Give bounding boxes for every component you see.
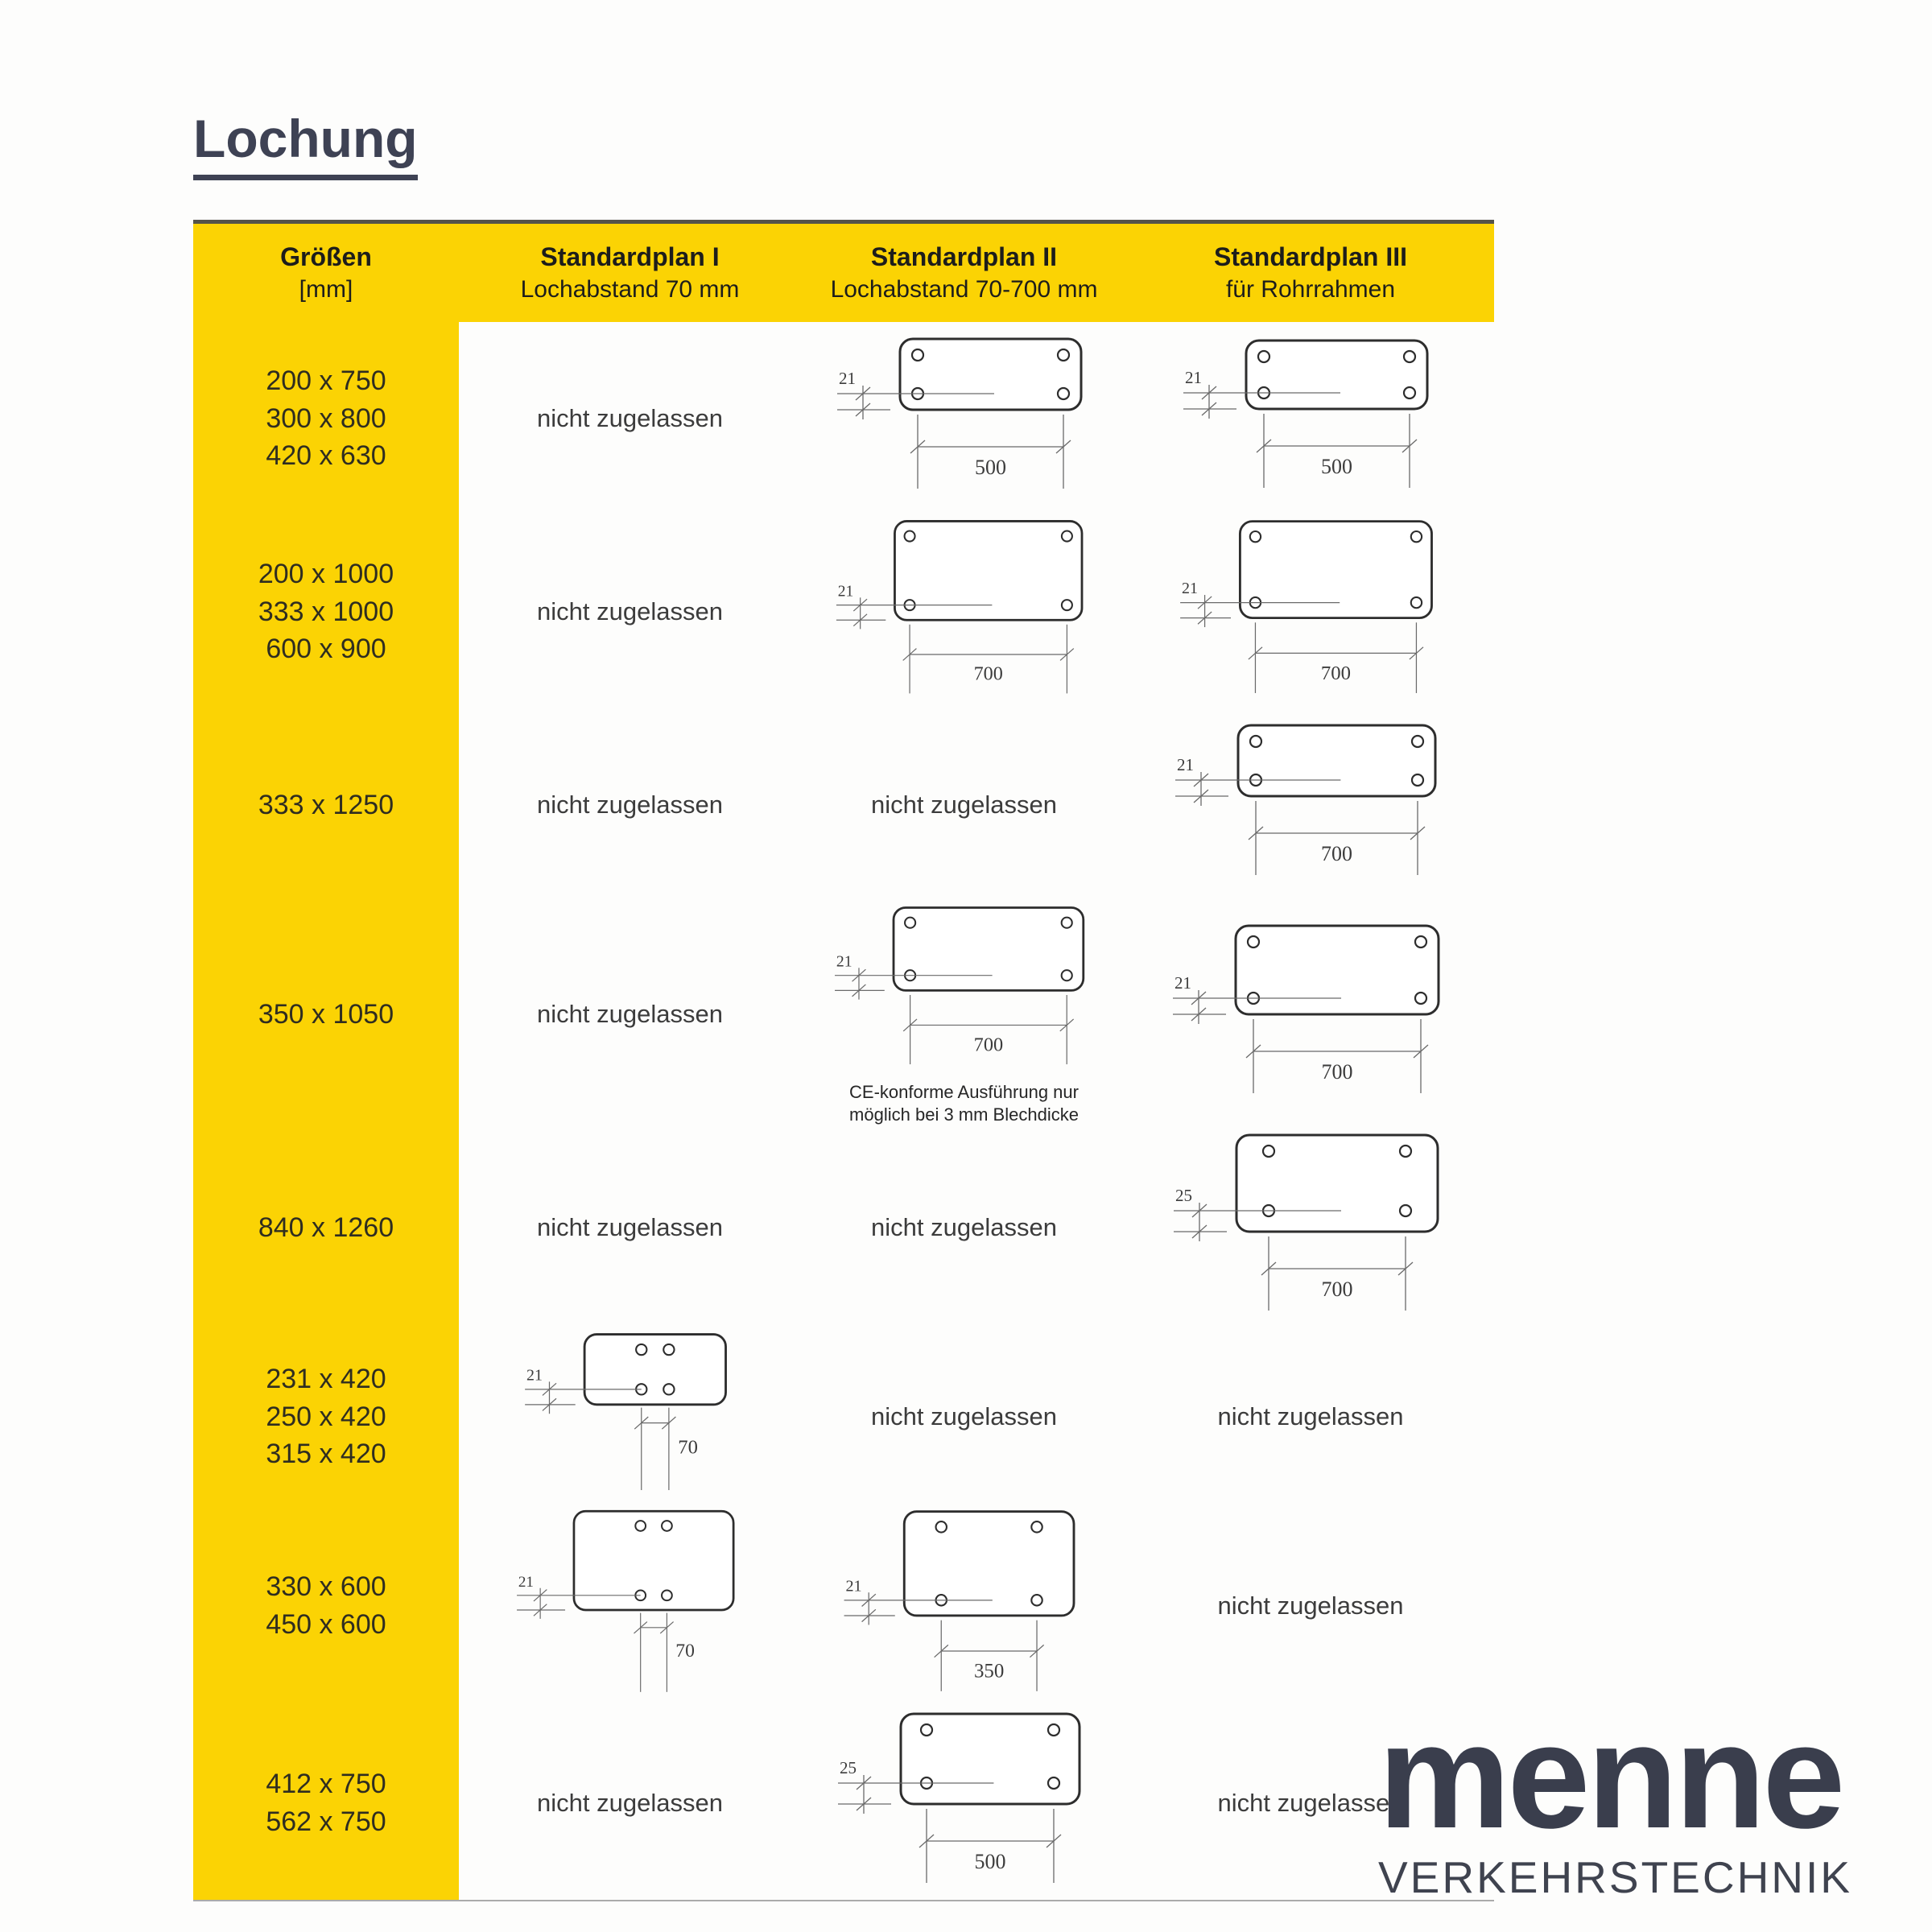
cell-r5-sp3 xyxy=(1127,1127,1494,1328)
not-allowed-label: nicht zugelassen xyxy=(1217,1591,1404,1620)
hole-pattern-drawing xyxy=(1160,1129,1462,1327)
mounting-hole xyxy=(905,918,915,928)
cell-r2-sp2 xyxy=(801,515,1127,708)
edge-distance-label: 21 xyxy=(1181,580,1198,598)
mounting-hole xyxy=(1062,600,1072,610)
mounting-hole xyxy=(1404,351,1415,362)
hole-spacing-label: 700 xyxy=(1321,1060,1352,1084)
hole-pattern-drawing xyxy=(1170,334,1451,504)
hole-spacing-label: 500 xyxy=(1321,454,1352,478)
cell-r3-sp3 xyxy=(1127,708,1494,902)
plate-sizes xyxy=(266,1360,386,1474)
mounting-hole xyxy=(1400,1205,1411,1216)
mounting-hole xyxy=(905,531,915,542)
not-allowed-label: nicht zugelassen xyxy=(537,1213,723,1241)
edge-distance-label: 21 xyxy=(836,952,852,971)
mounting-hole xyxy=(663,1344,674,1355)
mounting-hole xyxy=(1415,993,1426,1004)
mounting-hole xyxy=(1250,736,1261,747)
size-label: 250 x 420 xyxy=(266,1401,386,1432)
brand-logo xyxy=(1378,1694,1852,1903)
mounting-hole xyxy=(1404,387,1415,398)
cell-r3-sp1 xyxy=(459,708,801,902)
edge-distance-label: 21 xyxy=(1174,973,1191,993)
hole-pattern-drawing xyxy=(824,1707,1104,1899)
not-allowed-label: nicht zugelassen xyxy=(537,791,723,819)
size-label: 330 x 600 xyxy=(266,1571,386,1603)
not-allowed-label: nicht zugelassen xyxy=(1217,1402,1404,1430)
mounting-hole xyxy=(662,1521,672,1531)
size-label: 315 x 420 xyxy=(266,1439,386,1470)
header-subtitle: für Rohrrahmen xyxy=(1225,276,1396,303)
header-title: Größen xyxy=(280,242,372,271)
not-allowed-label: nicht zugelassen xyxy=(537,1000,723,1028)
mounting-hole xyxy=(1031,1595,1042,1605)
header-title: Standardplan III xyxy=(1213,242,1408,271)
mounting-hole xyxy=(912,349,923,361)
hole-spacing-label: 700 xyxy=(973,1034,1004,1056)
cell-r2-sp3 xyxy=(1127,515,1494,708)
hole-spacing-label: 700 xyxy=(1321,1278,1352,1301)
size-label: 420 x 630 xyxy=(266,440,386,472)
sizes-cell xyxy=(193,322,459,515)
table-header xyxy=(193,220,1494,322)
size-label: 562 x 750 xyxy=(266,1806,386,1837)
sign-plate-outline xyxy=(1236,926,1439,1014)
plate-sizes xyxy=(266,1765,386,1841)
edge-distance-label: 21 xyxy=(526,1366,543,1385)
sign-plate-outline xyxy=(584,1335,725,1405)
size-label: 350 x 1050 xyxy=(258,998,394,1030)
not-allowed-label: nicht zugelassen xyxy=(1217,1789,1404,1817)
sizes-cell xyxy=(193,902,459,1127)
sign-plate-outline xyxy=(1246,341,1427,409)
plate-sizes xyxy=(266,362,386,476)
cell-r7-sp1 xyxy=(459,1505,801,1707)
not-allowed-label: nicht zugelassen xyxy=(537,1789,723,1817)
mounting-hole xyxy=(635,1521,646,1531)
header-title: Standardplan II xyxy=(870,242,1058,271)
header-col-sizes xyxy=(193,224,459,322)
edge-distance-label: 21 xyxy=(1177,755,1194,774)
edge-distance-label: 21 xyxy=(1185,367,1202,387)
mounting-hole xyxy=(1258,351,1269,362)
cell-r1-sp1 xyxy=(459,322,801,515)
edge-distance-label: 21 xyxy=(837,583,854,601)
size-label: 450 x 600 xyxy=(266,1609,386,1640)
mounting-hole xyxy=(936,1521,947,1532)
header-title: Standardplan I xyxy=(540,242,720,271)
hole-spacing-label: 500 xyxy=(974,456,1006,479)
hole-pattern-drawing xyxy=(813,515,1115,708)
hole-spacing-label: 700 xyxy=(1320,662,1351,684)
mounting-hole xyxy=(1415,936,1426,947)
mounting-hole xyxy=(1410,531,1421,542)
edge-distance-label: 21 xyxy=(518,1573,534,1591)
cell-r8-sp1 xyxy=(459,1707,801,1900)
mounting-hole xyxy=(1058,349,1069,361)
size-label: 200 x 1000 xyxy=(258,558,394,589)
size-label: 840 x 1260 xyxy=(258,1212,394,1243)
cell-r1-sp3 xyxy=(1127,322,1494,515)
not-allowed-label: nicht zugelassen xyxy=(871,791,1057,819)
plate-sizes xyxy=(258,1209,394,1247)
cell-r7-sp3 xyxy=(1127,1505,1494,1707)
cell-r6-sp2 xyxy=(801,1328,1127,1505)
header-subtitle: Lochabstand 70-700 mm xyxy=(830,276,1098,303)
plate-sizes xyxy=(258,786,394,824)
header-col-standardplan-1 xyxy=(459,224,801,322)
mounting-hole xyxy=(921,1724,932,1736)
cell-r5-sp1 xyxy=(459,1127,801,1328)
mounting-hole xyxy=(1249,531,1260,542)
size-label: 412 x 750 xyxy=(266,1769,386,1800)
cell-r3-sp2 xyxy=(801,708,1127,902)
mounting-hole xyxy=(1248,936,1259,947)
plate-sizes xyxy=(266,1568,386,1644)
cell-r6-sp1 xyxy=(459,1328,801,1505)
hole-spacing-label: 500 xyxy=(974,1850,1006,1873)
header-col-standardplan-2 xyxy=(801,224,1127,322)
hole-pattern-drawing xyxy=(492,1505,768,1707)
cell-r2-sp1 xyxy=(459,515,801,708)
hole-pattern-drawing xyxy=(812,902,1116,1080)
mounting-hole xyxy=(1031,1521,1042,1532)
not-allowed-label: nicht zugelassen xyxy=(537,597,723,625)
sign-plate-outline xyxy=(900,339,1081,410)
header-subtitle: Lochabstand 70 mm xyxy=(520,276,740,303)
mounting-hole xyxy=(663,1384,674,1394)
plate-sizes xyxy=(258,996,394,1034)
plate-sizes xyxy=(258,555,394,669)
cell-r8-sp2 xyxy=(801,1707,1127,1900)
hole-spacing-label: 70 xyxy=(677,1436,698,1459)
hole-pattern-drawing xyxy=(1162,719,1459,891)
edge-distance-label: 21 xyxy=(845,1577,862,1596)
sign-plate-outline xyxy=(894,907,1084,990)
cell-r4-sp1 xyxy=(459,902,801,1127)
ce-note: CE-konforme Ausführung nur möglich bei 3 mm Blechdicke xyxy=(849,1081,1079,1125)
not-allowed-label: nicht zugelassen xyxy=(537,404,723,432)
header-subtitle: [mm] xyxy=(299,276,353,303)
size-label: 600 x 900 xyxy=(266,634,386,665)
table-body xyxy=(193,322,1494,1901)
cell-r7-sp2 xyxy=(801,1505,1127,1707)
hole-pattern-drawing xyxy=(1160,515,1462,708)
mounting-hole xyxy=(1062,531,1072,542)
mounting-hole xyxy=(1062,970,1072,980)
mounting-hole xyxy=(1412,774,1423,786)
size-label: 333 x 1250 xyxy=(258,789,394,820)
sizes-cell xyxy=(193,515,459,708)
sizes-cell xyxy=(193,708,459,902)
hole-spacing-label: 700 xyxy=(1321,842,1352,865)
mounting-hole xyxy=(1263,1146,1274,1157)
lochung-table xyxy=(193,220,1494,1901)
not-allowed-label: nicht zugelassen xyxy=(871,1213,1057,1241)
hole-pattern-drawing xyxy=(825,1505,1103,1707)
size-label: 231 x 420 xyxy=(266,1363,386,1394)
hole-spacing-label: 70 xyxy=(675,1641,695,1662)
page-title: Lochung xyxy=(193,111,418,180)
sign-plate-outline xyxy=(1240,522,1431,618)
mounting-hole xyxy=(1062,918,1072,928)
brand-name: menne xyxy=(1378,1694,1843,1860)
hole-pattern-drawing xyxy=(506,1328,755,1505)
hole-pattern-drawing xyxy=(824,332,1105,505)
cell-r1-sp2 xyxy=(801,322,1127,515)
size-label: 333 x 1000 xyxy=(258,596,394,627)
edge-distance-label: 25 xyxy=(1174,1186,1192,1205)
header-col-standardplan-3 xyxy=(1127,224,1494,322)
size-label: 300 x 800 xyxy=(266,402,386,434)
hole-spacing-label: 700 xyxy=(973,663,1003,685)
mounting-hole xyxy=(1058,388,1069,399)
mounting-hole xyxy=(1412,736,1423,747)
cell-r5-sp2 xyxy=(801,1127,1127,1328)
sizes-cell xyxy=(193,1707,459,1900)
mounting-hole xyxy=(1410,597,1421,608)
mounting-hole xyxy=(1400,1146,1411,1157)
mounting-hole xyxy=(1048,1777,1059,1789)
size-label: 200 x 750 xyxy=(266,365,386,396)
mounting-hole xyxy=(1048,1724,1059,1736)
sizes-cell xyxy=(193,1505,459,1707)
hole-pattern-drawing xyxy=(1159,919,1463,1109)
brand-tagline: VERKEHRSTECHNIK xyxy=(1378,1852,1852,1902)
edge-distance-label: 25 xyxy=(840,1758,857,1777)
hole-spacing-label: 350 xyxy=(973,1660,1005,1682)
not-allowed-label: nicht zugelassen xyxy=(871,1402,1057,1430)
mounting-hole xyxy=(662,1590,672,1600)
edge-distance-label: 21 xyxy=(838,369,856,388)
sizes-cell xyxy=(193,1328,459,1505)
sizes-cell xyxy=(193,1127,459,1328)
cell-r4-sp3 xyxy=(1127,902,1494,1127)
cell-r4-sp2 xyxy=(801,902,1127,1127)
sign-plate-outline xyxy=(1238,725,1435,796)
mounting-hole xyxy=(636,1344,646,1355)
cell-r6-sp3 xyxy=(1127,1328,1494,1505)
